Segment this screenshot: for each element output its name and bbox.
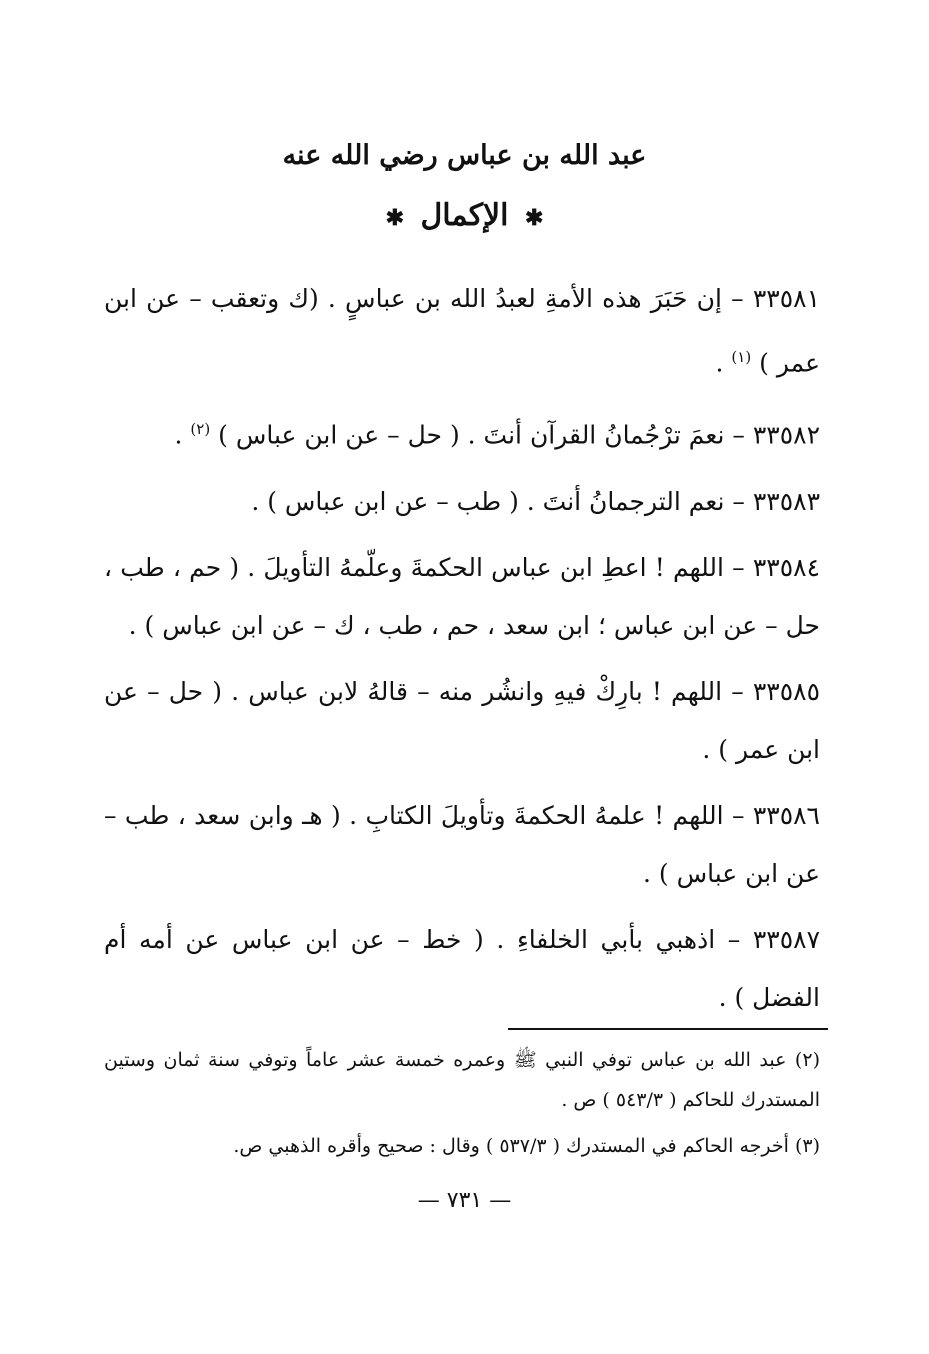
hadith-list xyxy=(104,270,820,1035)
hadith-entry: ٣٣٥٨٣ – نعم الترجمانُ أنتَ . ( طب – عن ابن عباس ) . xyxy=(251,486,820,516)
section-heading xyxy=(0,198,929,233)
footnotes xyxy=(104,1040,820,1172)
footnote-divider xyxy=(508,1028,828,1030)
hadith-number: ٣٣٥٨٥ xyxy=(752,676,820,706)
hadith-number: ٣٣٥٨٦ xyxy=(752,800,820,830)
hadith-end-mark: . xyxy=(174,420,183,450)
hadith-number: ٣٣٥٨٣ xyxy=(752,486,820,516)
hadith-text: نعمَ ترْجُمانُ القرآن أنتَ . ( حل – عن ابن عباس ) xyxy=(218,420,725,450)
page-header-title: عبد الله بن عباس رضي الله عنه xyxy=(282,140,647,171)
footnote-reference: (١) xyxy=(731,348,752,366)
hadith-entry: ٣٣٥٨٧ – اذهبي بأبي الخلفاءِ . ( خط – عن ابن عباس عن أمه أم الفضل ) . xyxy=(104,924,820,1012)
hadith-end-mark: . xyxy=(715,348,724,378)
footnote-reference: (٢) xyxy=(190,420,211,439)
footnote xyxy=(104,1126,820,1166)
hadith-entry: ٣٣٥٨٦ – اللهم ! علمهُ الحكمةَ وتأويلَ الكتابِ . ( هـ وابن سعد ، طب – عن ابن عباس ) . xyxy=(104,800,820,888)
section-heading-label: الإكمال xyxy=(420,198,509,233)
hadith-text: اللهم ! علمهُ الحكمةَ وتأويلَ الكتابِ . ( هـ وابن سعد ، طب – عن ابن عباس ) . xyxy=(104,800,820,888)
footnote-marker: (٣) xyxy=(794,1135,820,1157)
hadith-entry: ٣٣٥٨٤ – اللهم ! اعطِ ابن عباس الحكمةَ وعلّمهُ التأويلَ . ( حم ، طب ، حل – عن ابن عباس ؛ ابن سعد ، حم ، طب ، ك – عن ابن عباس ) . xyxy=(104,552,820,640)
hadith-text: نعم الترجمانُ أنتَ . ( طب – عن ابن عباس ) . xyxy=(251,486,725,516)
footnote-marker: (٢) xyxy=(794,1049,820,1071)
hadith-text: إن حَبَرَ هذه الأمةِ لعبدُ الله بن عباسٍ . (ك وتعقب – عن ابن عمر ) xyxy=(104,284,820,378)
hadith-entry: ٣٣٥٨١ – إن حَبَرَ هذه الأمةِ لعبدُ الله بن عباسٍ . (ك وتعقب – عن ابن عمر ) $^{(١)}$ . xyxy=(104,284,821,378)
hadith-number: ٣٣٥٨٧ xyxy=(752,924,820,954)
hadith-text: اللهم ! اعطِ ابن عباس الحكمةَ وعلّمهُ التأويلَ . ( حم ، طب ، حل – عن ابن عباس ؛ ابن سعد ، حم ، طب ، ك – عن ابن عباس ) . xyxy=(104,552,820,640)
hadith-number: ٣٣٥٨٤ xyxy=(752,552,820,582)
hadith-text: اللهم ! بارِكْ فيهِ وانشُر منه – قالهُ لابن عباس . ( حل – عن ابن عمر ) . xyxy=(104,676,820,764)
footnote-text: عبد الله بن عباس توفي النبي ﷺ وعمره خمسة عشر عاماً وتوفي سنة ثمان وستين المستدرك للحاكم ( ٥٤٣/٣ ) ص . xyxy=(104,1049,820,1111)
hadith-text: اذهبي بأبي الخلفاءِ . ( خط – عن ابن عباس عن أمه أم الفضل ) . xyxy=(104,924,820,1012)
ornament-star-icon: ✱ xyxy=(385,205,405,231)
hadith-entry: ٣٣٥٨٢ – نعمَ ترْجُمانُ القرآن أنتَ . ( حل – عن ابن عباس ) $^{(٢)}$ . xyxy=(174,420,820,450)
footnote xyxy=(104,1040,820,1120)
page-number: — ٧٣١ — xyxy=(417,1188,512,1213)
hadith-number: ٣٣٥٨١ xyxy=(752,284,821,313)
footnote-text: أخرجه الحاكم في المستدرك ( ٥٣٧/٣ ) وقال : صحيح وأقره الذهبي ص. xyxy=(233,1135,789,1157)
hadith-number: ٣٣٥٨٢ xyxy=(752,420,820,450)
hadith-entry: ٣٣٥٨٥ – اللهم ! بارِكْ فيهِ وانشُر منه – قالهُ لابن عباس . ( حل – عن ابن عمر ) . xyxy=(104,676,820,764)
ornament-star-icon: ✱ xyxy=(524,205,544,231)
